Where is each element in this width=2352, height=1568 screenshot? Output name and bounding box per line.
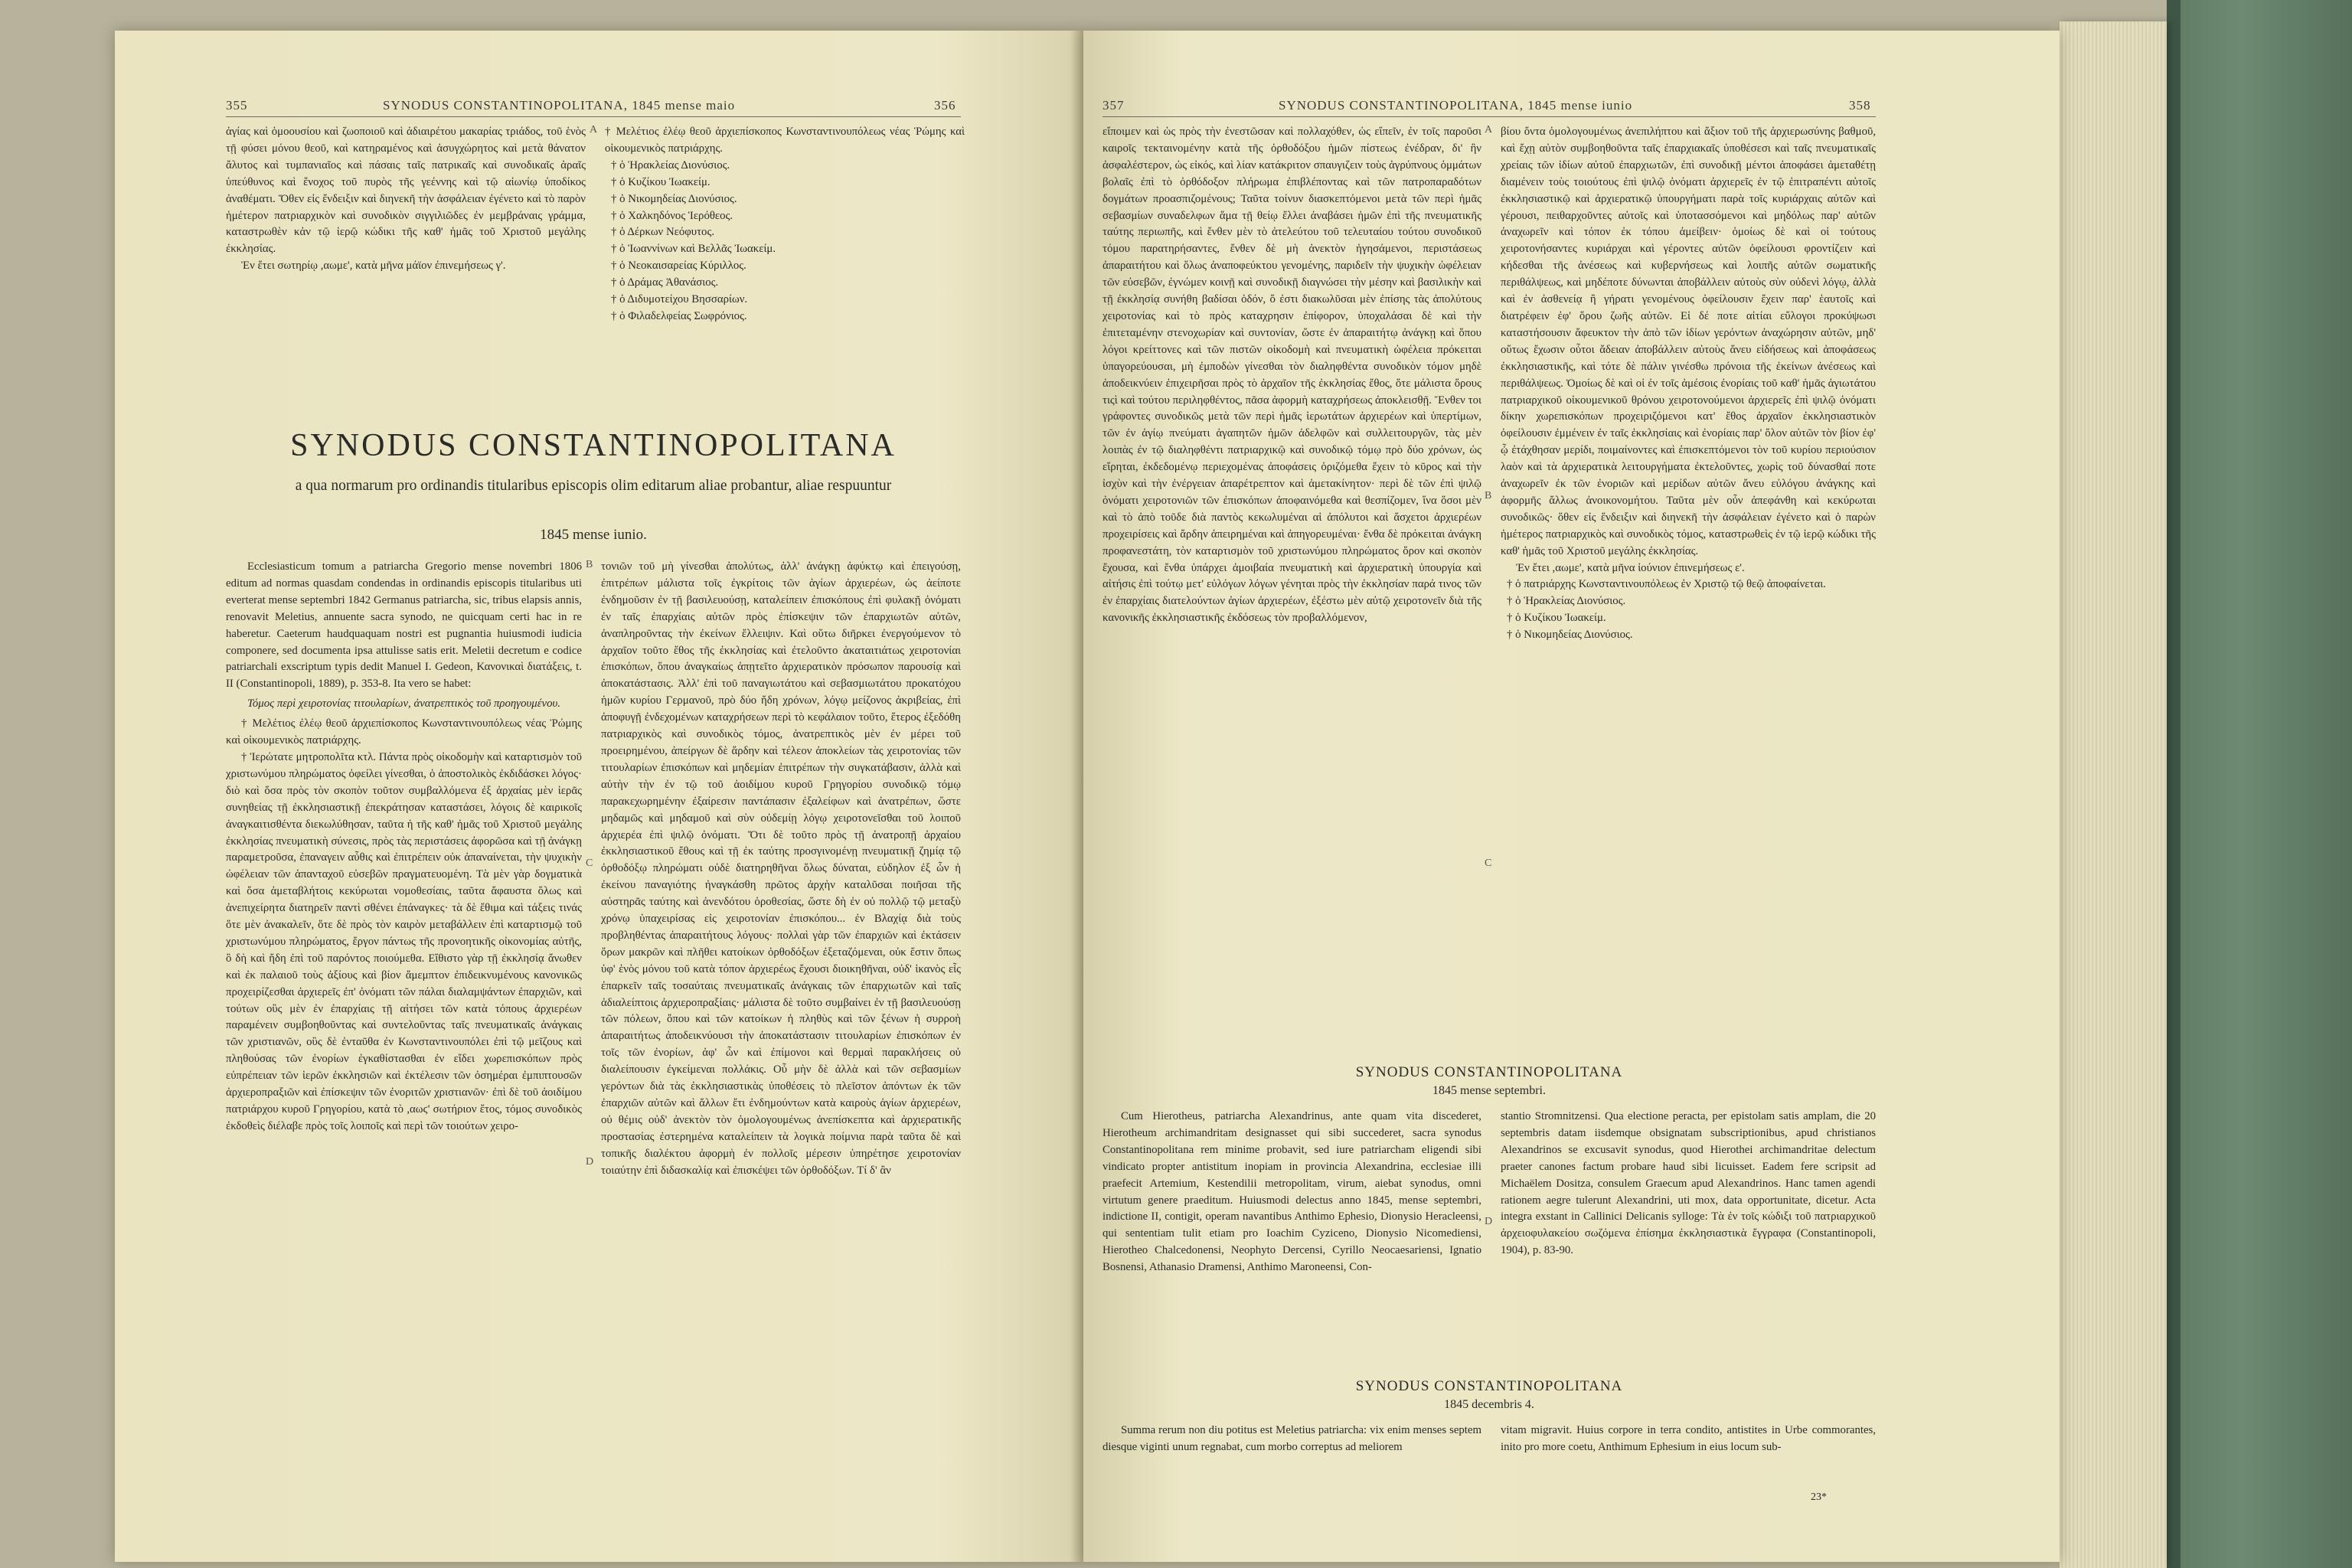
right-column (601, 559, 961, 1180)
column-a (1102, 124, 1481, 627)
signer: † ὁ Κυζίκου Ἰωακείμ. (1507, 612, 1606, 625)
tomos-heading: Τόμος περὶ χειροτονίας τιτουλαρίων, ἀνατρεπτικὸς τοῦ προηγουμένου. (247, 697, 560, 710)
section-title: SYNODUS CONSTANTINOPOLITANA (1355, 1378, 1623, 1394)
section-left-column (1102, 1109, 1481, 1276)
section-right-column (1501, 1423, 1876, 1456)
signer: † ὁ Νικομηδείας Διονύσιος. (611, 192, 737, 205)
margin-letter: C (1485, 858, 1492, 869)
greek-text: † Ἱερώτατε μητροπολῖτα κτλ. Πάντα πρὸς οἰκοδομὴν καὶ καταρτισμὸν τοῦ χριστωνύμου πληρώματος ὀφείλει γίνεσθαι, ὁ ἀποστολικὸς ἐκδιδάσκει λόγος· διὸ καὶ ὅσα πρὸς τὸν σκοπὸν τοῦτον συμβαλλόμενα ἐξ ἀρχαίας μὲν ἱερᾶς συνηθείας τῇ ἐκκλησιαστικῇ ἐπεκράτησαν καταστάσει, λόγοις δὲ καιρικοῖς ἀναγκαιτισθέντα διεκωλύθησαν, ταῦτα ἡ τῆς καθ' ἡμᾶς τοῦ Χριστοῦ μεγάλης ἐκκλησίας πνευματικὴ σύνεσις, πρὸς τὰς περιστάσεις ἀφορῶσα καὶ τῇ ἀνάγκῃ παραμετροῦσα, ἐπαναγειν αὖθις καὶ ἐπιτρέπειν οὐκ ἀπαναίνεται, τὴν ψυχικὴν ὠφέλειαν τῶν ἁπανταχοῦ εὐσεβῶν πραγματευομένη. Τὰ μὲν γὰρ δογματικὰ καὶ ὅσα ἀμεταβλήτοις κεκύρωται νομοθεσίαις, ταῦτα ἄφαυστα ὅλως καὶ ἀνεπιχείρητα διατηρεῖν παντὶ σθένει ἐπάναγκες· τὰ δὲ ἔθιμα καὶ τάξεις τινάς ὅτε μὲν ἀνακαλεῖν, ὅτε δὲ πρὸς τὸν καιρὸν μεταβάλλειν ἐπὶ καταρτισμῷ τοῦ χριστωνύμου πληρώματος, ἔργον πάντως τῆς προνοητικῆς οἰκονομίας αὐτῆς, ὃ δὴ καὶ ἤδη ἐπὶ τοῦ παρόντος ποιούμεθα. Εἴθιστο γὰρ τῇ ἐκκλησίᾳ ἄνωθεν καὶ ἐκ παλαιοῦ τοὺς ἀξίους καὶ βίον ἄμεμπτον ἐπιδεικνυμένους κανονικῶς προχειρίζεσθαι ἀρχιερεῖς ἐπ' ὀνόματι τῶν πάλαι διαλαμψάντων ἐπαρχιῶν, καὶ τούτων οὓς μὲν ἐν ἐπαρχίαις τῇ αἰτήσει τῶν κατὰ τόπους ἀρχιερέων παραμένειν συμβοηθοῦντας καὶ συντελοῦντας ταῖς πνευματικαῖς ἀνάγκαις τῶν χριστιανῶν, οὓς δὲ ἐνταῦθα ἐν Κωνσταντινουπόλει ἐπὶ τῷ μεῖζους καὶ πληθούσας τῶν ἐνορίων ἐγκαθίστασθαι ἐν εἴδει χωρεπισκόπων πρὸς εὐπρέπειαν τῶν ἱερῶν ἐκκλησιῶν καὶ ἐκτέλεσιν τῶν ὀσημέραι ἐμπιπτουσῶν ἀρχιεροπραξιῶν καὶ ἐπίσκεψιν τῶν ἐνοριτῶν χριστιανῶν· ἐπὶ δὲ τοῦ ἀοιδίμου πατριάρχου κυροῦ Γρηγορίου, κατὰ τὸ ,αωϛ' σωτήριον ἔτος, τόμος συνοδικὸς ἐκδοθεὶς διέλαβε πρὸς τοῖς λοιποῖς καὶ περὶ τῶν τοιούτων χειρο- (226, 750, 582, 1132)
synod-date: 1845 mense iunio. (540, 527, 647, 543)
latin-text: vitam migravit. Huius corpore in terra condito, antistites in Urbe commorantes, inito pro more coetu, Anthimum Ephesium in eius locum sub- (1501, 1424, 1876, 1453)
book-cover-cloth (2167, 0, 2352, 1568)
page-number: 356 (934, 98, 956, 113)
signer: † ὁ Φιλαδελφείας Σωφρόνιος. (611, 309, 747, 322)
date-line: Ἐν ἔτει σωτηρίῳ ,αωμε', κατὰ μῆνα μάϊον ἐπινεμήσεως γ'. (241, 260, 506, 273)
paragraph: ἁγίας καὶ ὁμοουσίου καὶ ζωοποιοῦ καὶ ἀδιαιρέτου μακαρίας τριάδος, τοῦ ἑνὸς τῇ φύσει μόνου θεοῦ, καὶ κατηραμένος καὶ ἀσυγχώρητος καὶ μετὰ θάνατον ἄλυτος καὶ τυμπανιαῖος καὶ πάσαις ταῖς πατρικαῖς καὶ συνοδικαῖς ἀραῖς ὑπεύθυνος καὶ ἔνοχος τοῦ πυρὸς τῆς γεέννης καὶ τῷ αἰωνίῳ ὑποδίκος ἀναθέματι. Ὅθεν εἰς ἔνδειξιν καὶ διηνεκῆ τὴν ἀσφάλειαν ἐγένετο καὶ τὸ παρὸν ἡμέτερον πατριαρχικὸν καὶ συνοδικὸν σιγγιλιῶδες ἐν μεμβράναις γράμμα, καταστρωθὲν κἀν τῷ ἱερῷ κώδικι τῆς καθ' ἡμᾶς τοῦ Χριστοῦ μεγάλης ἐκκλησίας. (226, 126, 586, 256)
signer: † ὁ Δράμας Ἀθανάσιος. (611, 276, 719, 289)
section-left-column (1102, 1423, 1481, 1456)
section-date: 1845 decembris 4. (1444, 1398, 1534, 1411)
latin-text: stantio Stromnitzensi. Qua electione peracta, per epistolam satis amplam, die 20 septembris datam iisdemque obsignatam subscriptionibus, apud christianos Alexandrinos se excusavit synodus, quod Hierothei archimandritae delectum praeter canones factum probare haud sibi licuisset. Eadem fere scripsit ad Michaëlem Dositza, consulem Graecum apud Alexandrinos. Hanc tamen agendi rationem aegre tulerunt Alexandrini, uti mox, data opportunitate, dicetur. Acta integra exstant in Callinici Delicanis sylloge: Τὰ ἐν τοῖς κώδιξι τοῦ πατριαρχικοῦ ἀρχειοφυλακείου σωζόμενα ἐπίσημα ἐκκλησιαστικὰ ἔγγραφα (Constantinopoli, 1904), p. 83-90. (1501, 1110, 1876, 1257)
margin-letter: A (1485, 124, 1493, 136)
top-left-column (226, 124, 586, 275)
section-date: 1845 mense septembri. (1432, 1084, 1546, 1097)
greek-text: εἴποιμεν καὶ ὡς πρὸς τὴν ἐνεστῶσαν καὶ πολλαχόθεν, ὡς εἴπεῖν, ἐν τοῖς παροῦσι καιροῖς τεκταινομένην κατὰ τῆς ὀρθοδόξου ἡμῶν πίστεως ἐνέδραν, δι' ἣν ἀσφαλέστερον, ὡς εἰκός, καὶ λίαν κατάκριτον σπαυγιζειν τοὺς ἀγρύπνους ὀμμάτων βολαῖς ἐπὶ τὸ ὀρθόδοξον πλήρωμα ἐπιβλέποντας καὶ τῶν πατροπαραδότων δογμάτων προασπιζομένους; Ταῦτα τοίνυν διασκεπτόμενοι μετὰ τῶν περὶ ἡμᾶς σεβασμίων συναδελφων ἅμα τῇ θείῳ ἔλλει ἀναβάσει ἡμῶν ἐπὶ τῆς πνευματικῆς ταύτης περιωπῆς, καὶ ἔνθεν μὲν τὸ ἀτελεύτου τοῦ τελευταίου τούτου συνοδικοῦ τόμου παρατηρήσαντες, ἔνθεν δὲ μὴ ἀνεκτὸν ἡγησάμενοι, περιστάσεως ἀπαραιτήτου καὶ ὅλως ἀναποφεύκτου γενομένης, παριδεῖν τὴν ψυχικὴν ὠφέλειαν τῶν εὐσεβῶν, ἐγνώμεν κοινῇ καὶ συνοδικῇ διαγνώσει τὴν μέσην καὶ βασιλικὴν καὶ τῇ ἐκκλησίᾳ συνήθη βαδίσαι ὁδόν, ὅ ἐστι διακωλῦσαι μὲν ἐπίσης τὰς ἀπολύτους χειροτονίας καὶ τὸ πρὸς καταχρησιν ἐπίφορον, ὑποχαλάσαι δὲ καὶ τὴν ἐπιτεταμένην στενοχωρίαν καὶ συντονίαν, ὥστε ἐν ἀπαραιτήτῳ ἀνάγκῃ καὶ ὅπου λόγοι κρείττονες καὶ τῶν πιστῶν οἰκοδομὴ καὶ πνευματικὴ ὠφέλεια πρόκειται ὑπαγορεύουσαι, μὴ ἐμποδὼν γίνεσθαι τὸν διαληφθέντα συνοδικὸν τόμον μηδὲ ἀποδεικνύειν ἐπιχειρῆσαι πρὸς τὸ ἀρχαῖον τῆς ἐκκλησίας ἔθος, ὅτε μάλιστα ὅρους τιςὶ καὶ τούτου περιληφθέντος, πᾶσα ἀφορμὴ καταχρήσεως ἀποκλεισθῇ. Ἔνθεν τοι γράφοντες συνοδικῶς μετὰ τῶν περὶ ἡμᾶς ἱερωτάτων ἀρχιερέων καὶ ὑπερτίμων, τῶν ἐν ἁγίῳ πνεύματι ἀγαπητῶν ἡμῶν ἀδελφῶν καὶ συλλειτουργῶν, τὰς μὲν λοιπὰς ἐν τῷ διαληφθέντι πατριαρχικῷ καὶ συνοδικῷ τόμῳ πρὸ δύο χρόνων, ὡς εἴρηται, ἐκδεδομένῳ περιεχομένας ἀποφάσεις ὁριζόμεθα ἔχειν τὸ κῦρος καὶ τὴν ἰσχὺν καὶ τὴν ἐνέργειαν ἀπαρέτρεπτον καὶ ἀμετακίνητον· περὶ δὲ τῶν ἐπὶ ψιλῷ ὀνόματι χειροτονιῶν τῶν ἐπισκόπων ἀποφαινόμεθα καὶ θεσπίζομεν, ἵνα ὅσοι μὲν καὶ τὸ ἀπὸ τοῦδε διὰ παντὸς κεκωλυμέναι αἱ ἀπόλυτοι καὶ ἄσχετοι ἀρχιερέων προχειρίσεις καὶ ἄρδην ἀπειρημέναι καὶ ἀπηγορευμέναι· ἔνθα δὲ πρόκειται ἀνάγκη προφανεστάτη, τὸν καταρτισμὸν τοῦ χριστωνύμου πληρώματος ὅρον καὶ σκοπὸν ἔχουσα, καὶ ἔνθα ὑπάρχει ἀμοιβαία πνευματικὴ καὶ ἀρχιερατικὴ ὑπουργία καὶ αἰτήσις ἐπὶ τούτῳ μετ' εὐλόγων λόγων γένηται πρὸς τὴν ἐκκλησίαν παρά τινος τῶν ἐν ἐπαρχίαις διατελούντων ἁγίων ἀρχιερέων, ἐξέστω μὲν αὐτῷ χειροτονεῖν διὰ τῆς κανονικῆς ἐκκλησιαστικῆς ἐκδόσεως τὸν προβαλλόμενον, (1102, 126, 1481, 625)
head-rule (226, 116, 961, 117)
running-title: SYNODUS CONSTANTINOPOLITANA, 1845 mense iunio (1279, 98, 1633, 113)
intro-column (226, 559, 582, 1135)
greek-text: τονιῶν τοῦ μὴ γίνεσθαι ἀπολύτως, ἀλλ' ἀνάγκῃ ἀφύκτῳ καὶ ἐπειγούσῃ, ἐπιτρέπων μάλιστα τοῖς ἐγκρίτοις τῶν ἁγίων ἀρχιερέων, ὡς ἀείποτε ἐνδημοῦσιν ἐν τῇ βασιλευούσῃ, καταλείπειν ἐπισκόπους ἐπὶ φυλακῇ ὀνόματι ἐν ταῖς ἐπαρχίαις αὐτῶν πρὸς ἐπίσκεψιν τῶν ἐπαρχιωτῶν αὐτῶν, ἀναπληροῦντας τὴν ἐκείνων ἔλλειψιν. Καὶ οὕτω διῆρκει ἐνεργούμενον τὸ ἀρχαῖον τοῦτο ἔθος τῆς ἐκκλησίας καὶ ἐτελοῦντο ἀκαταιτιάτως χειροτονίαι ἐπισκόπων, ὅπου ἀναγκαίως ἀπῃτεῖτο ἀρχιερατικὸν πρόσωπον παρουσίᾳ καὶ ἀποκατάστασις. Ἀλλ' ἐπὶ τοῦ παναγιωτάτου καὶ σεβασμιωτάτου προκατόχου ἡμῶν κυρίου Γερμανοῦ, πρὸ δύο ἤδη χρόνων, λόγῳ μείζονος ἀκριβείας, ἐπὶ ἀποφυγῇ ἐνδεχομένων καταχρήσεων περὶ τὸ κεφάλαιον τοῦτο, ἕτερος ἐξεδόθη πατριαρχικὸς καὶ συνοδικὸς τόμος, ἀνατρεπτικὸς μὲν ἐν μέρει τοῦ προειρημένου, ἀπείργων δὲ ἄρδην καὶ τέλεον ἀποκλείων τὰς χειροτονίας τῶν τιτουλαρίων ἐπισκόπων καὶ μηδεμίαν ἐπιτρέπων τὴν συγκατάβασιν, ἀλλὰ καὶ αὐτὴν τὴν ἐν τῷ τοῦ ἀοιδίμου κυροῦ Γρηγορίου συνοδικῷ τόμῳ παρακεχωρημένην ἐξαίρεσιν παντάπασιν ἐξαλείφων καὶ ἀνατρέπων, ὥστε μηδαμῶς καὶ μηδαμοῦ καὶ σὺν οὐδεμίῃ λόγῳ χειροτονεῖσθαι τοῦ λοιποῦ ἀρχιερέα ἐπὶ ψιλῷ ὀνόματι. Ὅτι δὲ τοῦτο πρὸς τῇ ἀνατροπῇ ἀρχαίου ἐκκλησιαστικοῦ ἔθους καὶ τῇ ἐκ ταύτης προσγινομένῃ πνευματικῇ ζημίᾳ τῷ ὀρθοδόξῳ πληρώματι οὐδὲ διατηρηθῆναι ὅλως δύναται, εὐδηλον ἐξ ὧν ἡ ἐκείνου παναγιότης ἠναγκάσθη πρῶτος ἀρχὴν καταλῦσαι ποιῆσαι τῆς αὐστηρᾶς ταύτης καὶ ἀνενδότου ὁροθεσίας, ὥστε δὴ ἐν οὐ πολλῷ τῷ μεταξὺ χρόνῳ ὑπαχειρίσας εἰς χειροτονίαν ἐπισκόπου... ἐν Βλαχίᾳ διὰ τοὺς προβληθέντας ἀπαραιτήτους λόγους· πολλαὶ γὰρ τῶν ἐπαρχιῶν καὶ ἐκτάσειν ὅρων μακρῶν καὶ πλῆθει κατοίκων ὀρθοδόξων ἐξεταζόμεναι, οὐκ ἔστιν ὅπως ὑφ' ἑνὸς μόνου τοῦ κατὰ τόπον ἀρχιερέως ἔχουσι διοικηθῆναι, οὐδ' ἱκανὸς εἷς ἐπαρκεῖν ταῖς τοσαύταις πνευματικαῖς ἀνάγκαις τῶν ἐπαρχιωτῶν καὶ ταῖς ἀδιαλείπτοις ἀρχιεροπραξίαις· μάλιστα δὲ τοῦτο συμβαίνει ἐν τῇ βασιλευούσῃ τῶν πόλεων, ὅπου καὶ τῶν κατοίκων ἡ πληθὺς καὶ τῶν ξένων ἡ συρροὴ ἀπαραιτήτως ἀποδεικνύουσι τὴν ἀποκατάστασιν τιτουλαρίων ἐπισκόπων ἐν τοῖς τῶν ἐνορίων, ἀφ' ὧν καὶ ἐπίμονοι καὶ θερμαὶ παρακλήσεις οὐ διαλείπουσιν ἐγκείμεναι πολλάκις. Οὗ μὴν δὲ ἀλλὰ καὶ τῶν σεβασμίων γερόντων διὰ τὰς ἐκκλησιαστικὰς ὑποθέσεις τὸ πλεῖστον ἀπόντων ἐκ τῶν ἐπαρχιῶν αὐτῶν καὶ ἄλλων ἔτι ἐνδημούντων κατὰ καιροὺς ἁγίων ἀρχιερέων, οὐ θέμις οὐδ' ἀνεκτὸν τὸν ὁμολογουμένως ἀνεπίσκεπτα καὶ ἀρχιερατικῆς προστασίας ἐστερημένα καταλείπειν τὰ λογικὰ ποίμνια παρὰ ταῦτα δὲ καὶ τοπικῆς διαλέκτου ἀφορμὴ ἐν πολλοῖς μέρεσιν ὑπηρέτησε χειροτονίαν τοιαύτην ἐπὶ διδασκαλίᾳ καὶ ἐπισκέψει τῶν ὀρθοδόξων. Τί δ' ἂν (601, 560, 961, 1177)
signer: † ὁ Ἡρακλείας Διονύσιος. (611, 158, 730, 172)
signer: † ὁ Ἡρακλείας Διονύσιος. (1507, 595, 1626, 608)
synod-title: SYNODUS CONSTANTINOPOLITANA (290, 428, 897, 463)
signer: † ὁ Διδυμοτείχου Βησσαρίων. (611, 293, 748, 306)
synod-subtitle: a qua normarum pro ordinandis titularibus episcopis olim editarum aliae probantur, aliae respuuntur (295, 478, 892, 494)
signer: † ὁ Νεοκαισαρείας Κύριλλος. (611, 260, 746, 273)
head-rule (1102, 116, 1876, 117)
margin-letter: B (1485, 490, 1492, 501)
section-title: SYNODUS CONSTANTINOPOLITANA (1355, 1064, 1623, 1080)
running-title: SYNODUS CONSTANTINOPOLITANA, 1845 mense maio (383, 98, 736, 113)
page-number: 355 (226, 98, 248, 113)
right-page (1083, 31, 2060, 1562)
latin-text: Summa rerum non diu potitus est Meletius patriarcha: vix enim menses septem diesque viginti unum regnabat, cum morbo correptus ad meliorem (1102, 1424, 1481, 1453)
column-b (1501, 124, 1876, 644)
signer: † ὁ Δέρκων Νεόφυτος. (611, 226, 715, 239)
book-cover-edge (2167, 0, 2180, 1568)
latin-intro: Ecclesiasticum tomum a patriarcha Gregorio mense novembri 1806 editum ad normas quasdam condendas in ordinandis episcopis titularibus uti everterat mense septembri 1842 Germanus patriarcha, sic, tribus elapsis annis, renovavit Meletius, annuente sacra synodo, ne quicquam certi hac in re haberetur. Caeterum haudquaquam nostri est pugnantia huiusmodi iudicia componere, sed documenta ipsa attulisse satis erit. Meletii decretum e codice patriarchali exscriptum typis dedit Manuel I. Gedeon, Κανονικαὶ διατάξεις, t. II (Constantinopoli, 1889), p. 353-8. Ita vero se habet: (226, 560, 582, 691)
signer: † ὁ Νικομηδείας Διονύσιος. (1507, 629, 1633, 642)
page-number: 358 (1849, 98, 1871, 113)
signature-mark: 23* (1811, 1491, 1827, 1503)
margin-letter: D (586, 1156, 594, 1168)
greek-text: βίου ὄντα ὁμολογουμένως ἀνεπιλήπτου καὶ ἄξιον τοῦ τῆς ἀρχιερωσύνης βαθμοῦ, καὶ ἔχῃ αὐτὸν συμβοηθοῦντα ταῖς ἐπαρχιακαῖς ὑποθέσεσι καὶ ταῖς πνευματικαῖς χρείαις τῶν ἰδίων αὐτοῦ ἐπαρχιωτῶν, ἐπὶ συνοδικῇ μέντοι ἀποφάσει ἀμεταθέτῃ διαμένειν τοὺς τοιούτους ἐπὶ ψιλῷ ὀνόματι ἀρχιερεῖς ἐν τῷ ἐπιτραπέντι αὐτοῖς ἐκκλησιαστικῷ καὶ ἀρχιερατικῷ ὑπουργήματι παρὰ τοῖς κυριάρχαις αὐτῶν καὶ γέρουσι, πειθαρχοῦντες αὐτοῖς καὶ ὑποτασσόμενοι καὶ μηδόλως παρ' αὐτῶν ἀναχωρεῖν καὶ τόπον ἐκ τόπου ἀμείβειν· ὁμοίως δὲ καὶ οἱ τούτους χειροτονήσαντες κυριάρχαι καὶ γέροντες αὐτῶν ὀφείλουσι φροντίζειν καὶ κήδεσθαι τῆς ἀνέσεως καὶ κυβερνήσεως καὶ λοιπῆς αὐτῶν σωματικῆς περιθάλψεως, καὶ μηδέποτε δύνωνται ἀποβάλλειν αὐτοὺς σὺν οὐδενὶ λόγῳ, ἀλλὰ καὶ ἐν ἀσθενείᾳ ἢ γήρατι γενομένους ὀφείλουσιν ἔχειν παρ' ἑαυτοῖς καὶ διατρέφειν ἐφ' ὅρου ζωῆς αὐτῶν. Εἰ δέ ποτε αἰτίαι εὔλογοι προκύψωσι καταστήσουσιν ἄφευκτον τὴν ἀπὸ τῶν ἰδίων γερόντων ἀναχώρησιν αὐτῶν, μηδ' οὕτως ἔχωσιν οὗτοι ἄδειαν ἀποβάλλειν αὐτοὺς ἄνευ εἰδήσεως καὶ ἀποφάσεως ἐκκλησιαστικῆς, καὶ τότε δὲ πάλιν γινέσθω πρόνοια τῆς ἐκείνων ἀνέσεως καὶ περιθάλψεως. Ὁμοίως δὲ καὶ οἱ ἐν τοῖς ἀμέσοις ἐνορίαις τοῦ καθ' ἡμᾶς ἁγιωτάτου πατριαρχικοῦ οἰκουμενικοῦ θρόνου χειροτονούμενοι ἀρχιερεῖς ἐπὶ ψιλῷ ὀνόματι δίκην χωρεπισκόπων προχειριζόμενοι κατ' ἔθος ἀρχαῖον ἐκκλησιαστικὸν ὀφείλουσιν ἐμμένειν ἐν ταῖς ἐκκλησίαις καὶ ἐνορίαις παρ' ὅλον αὐτῶν τὸν βίον ἐφ' ᾧ ἐτάχθησαν μερίδι, ποιμαίνοντες καὶ ἐπισκεπτόμενοι τὸν τοῦ κυρίου περιούσιον λαὸν καὶ τὰ ἀρχιερατικὰ λειτουργήματα ἐκτελοῦντες, χωρὶς τοῦ δύνασθαί ποτε ἀναχωρεῖν ἐκ τῶν ἐνοριῶν καὶ μερίδων αὐτῶν ἄνευ εὐλόγου ἀνάγκης καὶ ἀφορμῆς ἄλλως ἀνοικονομήτου. Ταῦτα μὲν οὖν ἀπεφάνθη καὶ κεκύρωται συνοδικῶς· ὅθεν εἰς ἔνδειξιν καὶ διηνεκῆ τὴν ἀσφάλειαν ἐγένετο καὶ ὁ παρὼν ἡμέτερος πατριαρχικὸς καὶ συνοδικὸς τόμος, καταστρωθεὶς ἐν τῷ ἱερῷ κώδικι τῆς καθ' ἡμᾶς τοῦ Χριστοῦ μεγάλης ἐκκλησίας. (1501, 126, 1876, 557)
margin-letter: D (1485, 1216, 1493, 1227)
signer: † ὁ Ἰωαννίνων καὶ Βελλᾶς Ἰωακείμ. (611, 243, 776, 256)
signer-lead: † Μελέτιος ἐλέῳ θεοῦ ἀρχιεπίσκοπος Κωνσταντινουπόλεως νέας Ῥώμης καὶ οἰκουμενικὸς πατριάρχης. (605, 126, 965, 155)
margin-letter: B (586, 559, 593, 570)
margin-letter: C (586, 858, 593, 869)
left-page (115, 31, 1083, 1562)
signer: † ὁ Κυζίκου Ἰωακείμ. (611, 175, 710, 188)
margin-letter: A (590, 124, 598, 136)
signer: † ὁ πατριάρχης Κωνσταντινουπόλεως ἐν Χριστῷ τῷ θεῷ ἀποφαίνεται. (1507, 578, 1826, 591)
signer-lead: † Μελέτιος ἐλέῳ θεοῦ ἀρχιεπίσκοπος Κωνσταντινουπόλεως νέας Ῥώμης καὶ οἰκουμενικὸς πατριάρχης. (226, 717, 582, 747)
latin-text: Cum Hierotheus, patriarcha Alexandrinus, ante quam vita discederet, Hierotheum archimandritam designasset qui sibi succederet, sacra synodus Constantinopolitana rem minime probavit, sed iure patriarcham eligendi sibi vindicato propter antistitum inopiam in provincia Alexandrina, ecclesiae illi praefecit Artemium, Kestendilii metropolitam, virum, aiebat synodus, omni virtutum genere praeditum. Huiusmodi delectus anno 1845, mense septembri, indictione II, contigit, operam navantibus Anthimo Ephesio, Dionysio Heracleensi, qui sententiam tulit etiam pro Ioachim Cyziceno, Dionysio Nicomediensi, Hierotheo Chalcedonensi, Neophyto Dercensi, Cyrillo Neocaesariensi, Ignatio Bosnensi, Athanasio Dramensi, Anthimo Maroneensi, Con- (1102, 1110, 1481, 1274)
page-block-edges (2060, 21, 2167, 1568)
date-line: Ἐν ἔτει ,αωμε', κατὰ μῆνα ἰούνιον ἐπινεμήσεως ε'. (1516, 561, 1745, 574)
top-right-column (605, 124, 965, 325)
page-number: 357 (1102, 98, 1125, 113)
signer: † ὁ Χαλκηδόνος Ἱερόθεος. (611, 209, 733, 222)
section-right-column (1501, 1109, 1876, 1259)
